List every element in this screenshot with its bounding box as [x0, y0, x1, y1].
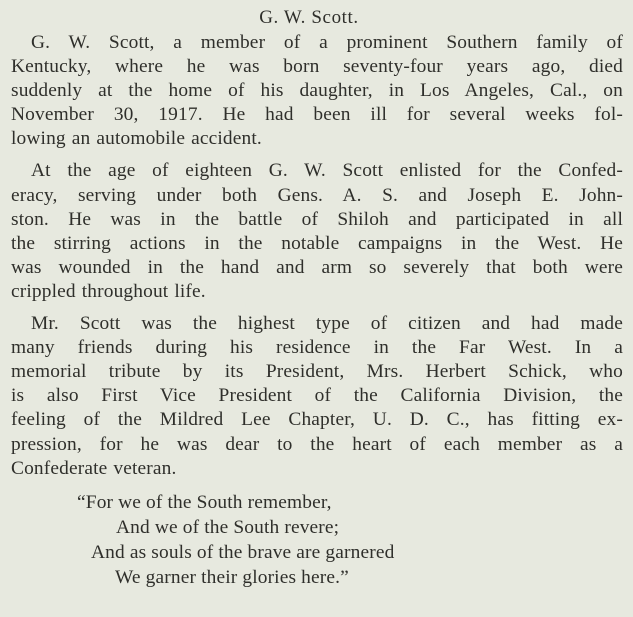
text-line: the stirring actions in the notable campaigns in the West. He: [11, 232, 623, 254]
text-line: memorial tribute by its President, Mrs. Herbert Schick, who: [11, 361, 623, 383]
text-line: Confederate veteran.: [11, 457, 177, 479]
text-line: Kentucky, where he was born seventy-four years ago, died: [11, 56, 623, 78]
poem-line: We garner their glories here.”: [115, 566, 349, 588]
text-line: November 30, 1917. He had been ill for several weeks fol-: [11, 104, 623, 126]
poem-line: And we of the South revere;: [116, 516, 340, 538]
text-line: is also First Vice President of the California Division, the: [11, 385, 623, 407]
text-line: suddenly at the home of his daughter, in Los Angeles, Cal., on: [11, 80, 623, 102]
text-line: many friends during his residence in the Far West. In a: [11, 337, 623, 359]
paragraph-3: [11, 312, 623, 481]
poem-line: And as souls of the brave are garnered: [91, 541, 395, 563]
text-line: Mr. Scott was the highest type of citizen and had made: [31, 313, 623, 335]
obituary-heading: G. W. Scott.: [259, 7, 359, 28]
text-line: pression, for he was dear to the heart of each member as a: [11, 433, 623, 455]
text-line: crippled throughout life.: [11, 280, 206, 302]
text-line: eracy, serving under both Gens. A. S. and Joseph E. John-: [11, 184, 623, 206]
text-line: ston. He was in the battle of Shiloh and participated in all: [11, 208, 623, 230]
poem-stanza: [11, 490, 623, 590]
text-line: At the age of eighteen G. W. Scott enlisted for the Confed-: [31, 160, 623, 182]
paragraph-2: [11, 159, 623, 304]
text-line: feeling of the Mildred Lee Chapter, U. D. C., has fitting ex-: [11, 409, 623, 431]
text-line: G. W. Scott, a member of a prominent Southern family of: [31, 32, 623, 53]
paragraph-1: [11, 31, 623, 151]
poem-line: “For we of the South remember,: [77, 491, 332, 513]
text-line: lowing an automobile accident.: [11, 128, 262, 150]
text-line: was wounded in the hand and arm so severely that both were: [11, 256, 623, 278]
